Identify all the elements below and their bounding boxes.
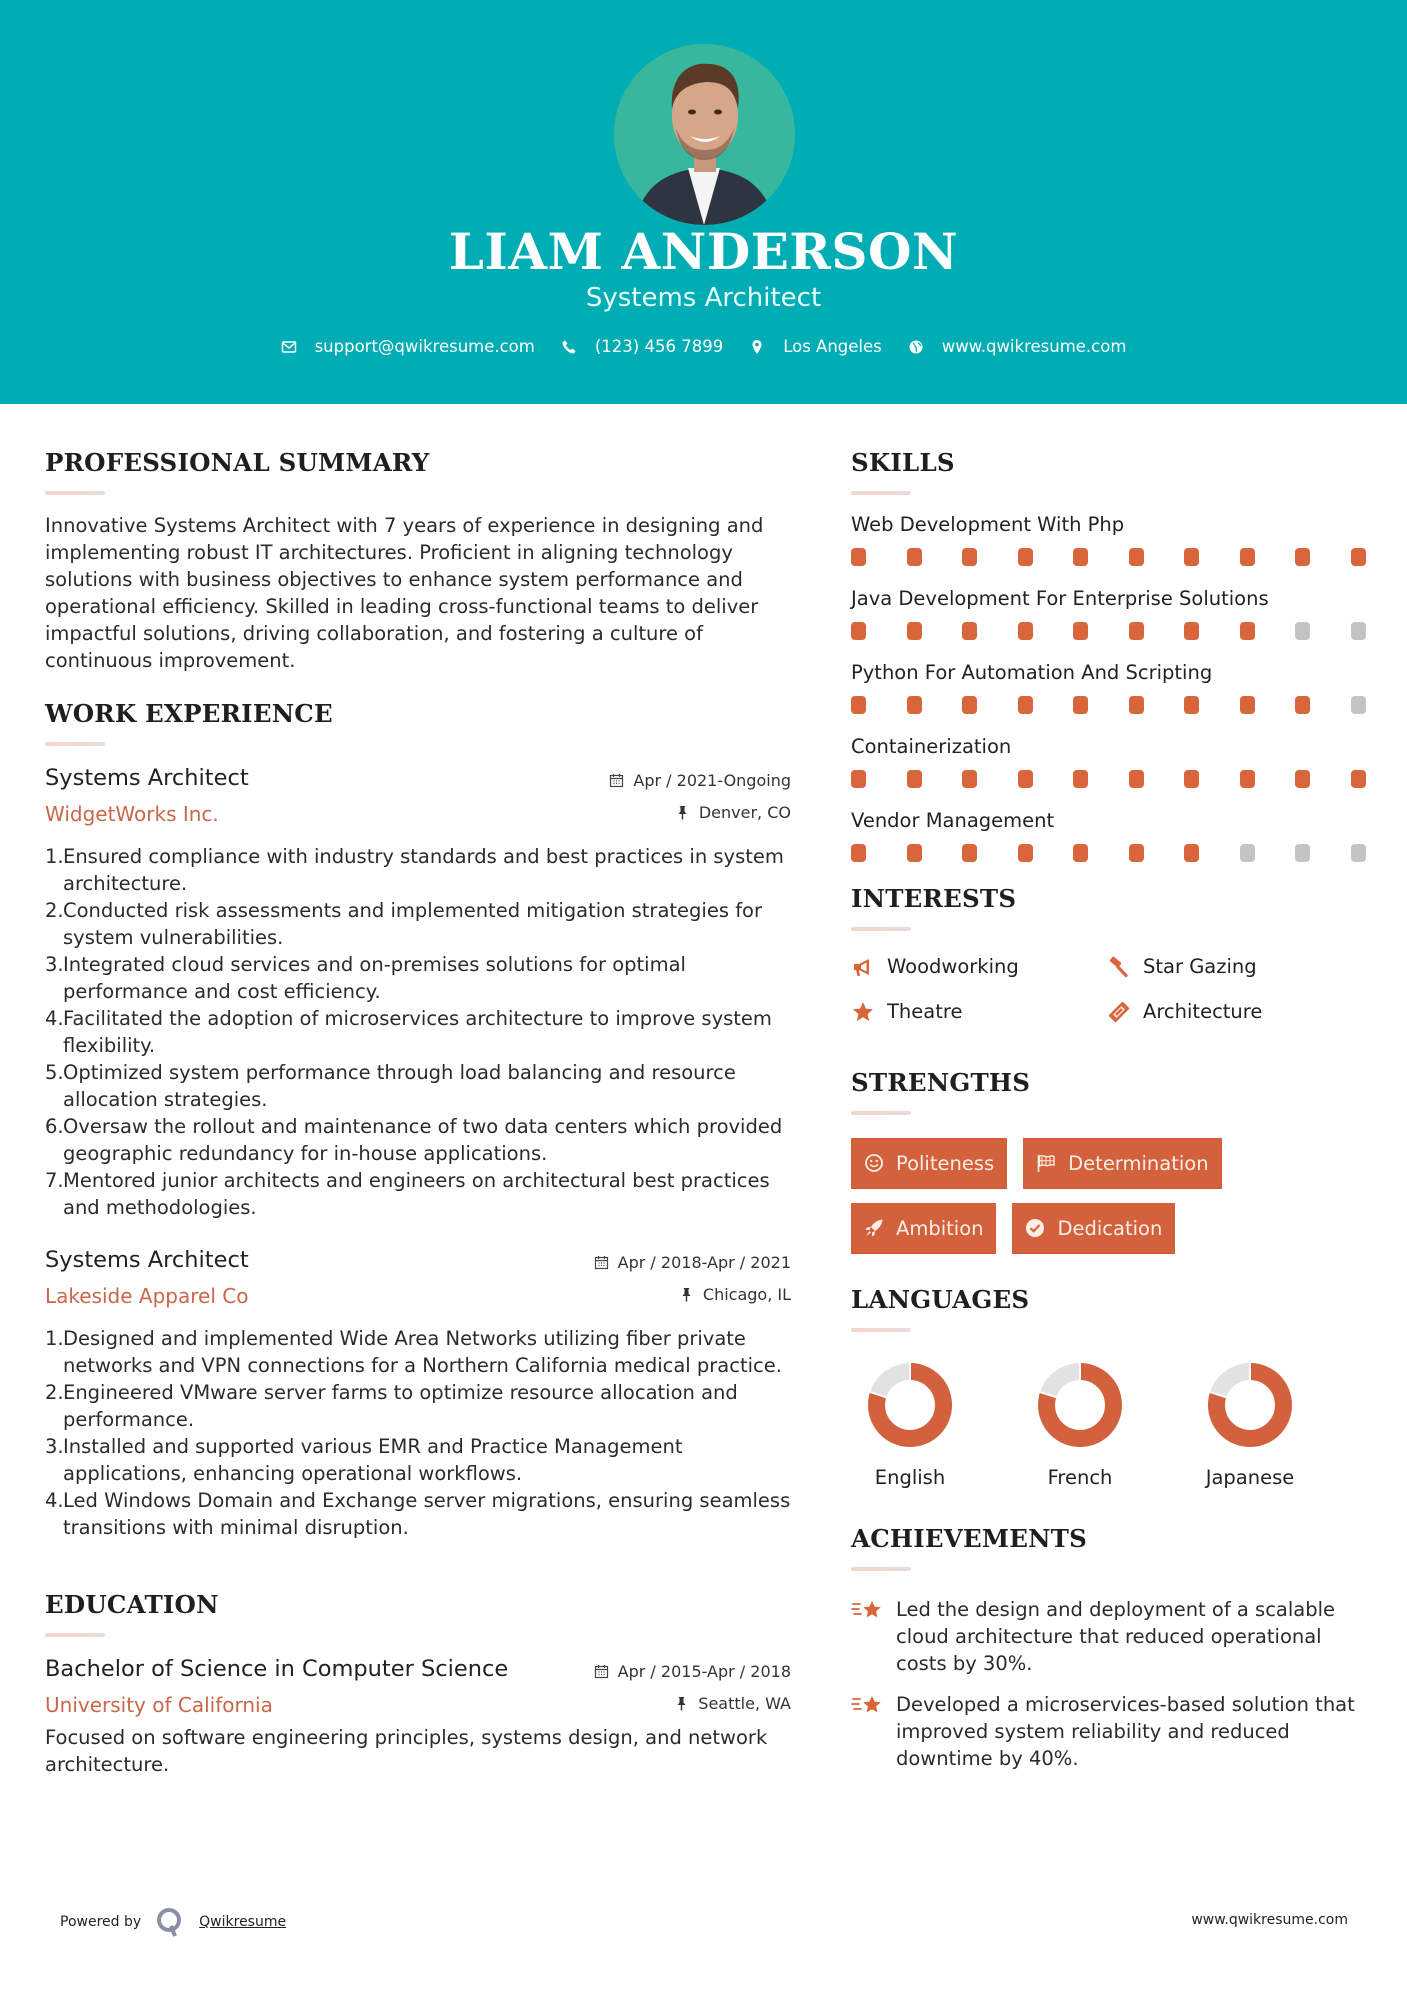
language-item bbox=[1191, 1362, 1361, 1489]
powered-by-label: Powered by bbox=[60, 1914, 142, 1930]
section-heading: INTERESTS bbox=[851, 884, 1017, 913]
skill-dot-filled bbox=[1129, 844, 1144, 862]
skills-list bbox=[851, 511, 1367, 862]
skill-dot-filled bbox=[1073, 696, 1088, 714]
envelope-icon bbox=[281, 339, 297, 355]
skill-dot-filled bbox=[1184, 844, 1199, 862]
interest-item bbox=[1107, 953, 1363, 980]
skill-rating bbox=[851, 622, 1367, 640]
achievement-item bbox=[851, 1596, 1367, 1677]
skill-dot-filled bbox=[851, 696, 866, 714]
achievement-text: Led the design and deployment of a scalable cloud architecture that reduced operational costs by 30%. bbox=[896, 1598, 1336, 1675]
language-name: English bbox=[874, 1466, 946, 1489]
language-item bbox=[1021, 1362, 1191, 1489]
education-description: Focused on software engineering principles, systems design, and network architecture. bbox=[45, 1726, 768, 1776]
strength-badge bbox=[851, 1203, 996, 1253]
job-company: Lakeside Apparel Co bbox=[45, 1284, 249, 1308]
ticket-icon bbox=[1107, 1000, 1131, 1024]
candidate-title: Systems Architect bbox=[585, 283, 822, 313]
skill-name: Web Development With Php bbox=[851, 513, 1125, 536]
interests-section bbox=[851, 881, 1367, 1025]
skill-dot-filled bbox=[1073, 770, 1088, 788]
section-divider bbox=[851, 491, 911, 495]
skill-dot-empty bbox=[1240, 844, 1255, 862]
pushpin-icon bbox=[679, 1287, 694, 1302]
gavel-icon bbox=[1107, 955, 1131, 979]
education-entry bbox=[45, 1654, 791, 1778]
section-heading: ACHIEVEMENTS bbox=[851, 1524, 1087, 1553]
section-divider bbox=[851, 1111, 911, 1115]
skill-rating bbox=[851, 844, 1367, 862]
job-entry bbox=[45, 1245, 791, 1541]
interest-label: Theatre bbox=[887, 1000, 963, 1023]
skill-dot-filled bbox=[962, 548, 977, 566]
skill-name: Containerization bbox=[851, 735, 1012, 758]
job-bullet: 3. Installed and supported various EMR and Practice Management applications, enhancing operational workflows. bbox=[45, 1435, 683, 1485]
strength-badge bbox=[1012, 1203, 1175, 1253]
job-bullet: 5. Optimized system performance through load balancing and resource allocation strategies. bbox=[45, 1061, 736, 1111]
experience-section bbox=[45, 696, 791, 1541]
calendar-icon bbox=[594, 1255, 609, 1270]
school: University of California bbox=[45, 1693, 273, 1717]
contact-phone[interactable] bbox=[561, 337, 723, 356]
skill-item bbox=[851, 511, 1367, 566]
skill-name: Python For Automation And Scripting bbox=[851, 661, 1213, 684]
language-donut-chart bbox=[1037, 1362, 1123, 1448]
skill-dot-filled bbox=[1240, 770, 1255, 788]
skill-dot-empty bbox=[1295, 622, 1310, 640]
skill-dot-filled bbox=[851, 622, 866, 640]
education-date bbox=[594, 1662, 791, 1681]
section-divider bbox=[851, 1567, 911, 1571]
job-bullet: 3. Integrated cloud services and on-premises solutions for optimal performance and cost efficiency. bbox=[45, 953, 686, 1003]
job-bullet: 7. Mentored junior architects and engineers on architectural best practices and methodologies. bbox=[45, 1169, 770, 1219]
interest-label: Star Gazing bbox=[1143, 955, 1257, 978]
map-pin-icon bbox=[749, 339, 765, 355]
job-bullet: 1. Designed and implemented Wide Area Networks utilizing fiber private networks and VPN connections for a Northern California medical practice. bbox=[45, 1327, 782, 1377]
job-date bbox=[609, 771, 791, 790]
skill-rating bbox=[851, 770, 1367, 788]
job-bullet: 1. Ensured compliance with industry standards and best practices in system architecture. bbox=[45, 845, 784, 895]
job-entry bbox=[45, 763, 791, 1221]
skill-dot-filled bbox=[1018, 844, 1033, 862]
skill-dot-filled bbox=[962, 622, 977, 640]
strength-label: Ambition bbox=[896, 1216, 984, 1240]
left-column bbox=[45, 445, 791, 1778]
strength-badge bbox=[1023, 1138, 1221, 1188]
achievements-list bbox=[851, 1596, 1367, 1772]
footer-url-link[interactable]: www.qwikresume.com bbox=[1191, 1912, 1348, 1928]
interest-item bbox=[851, 998, 1107, 1025]
section-heading: STRENGTHS bbox=[851, 1068, 1031, 1097]
section-heading: WORK EXPERIENCE bbox=[45, 699, 333, 728]
section-heading: EDUCATION bbox=[45, 1590, 219, 1619]
education-section bbox=[45, 1587, 791, 1778]
globe-icon bbox=[908, 339, 924, 355]
section-divider bbox=[45, 491, 105, 495]
skill-item bbox=[851, 807, 1367, 862]
smile-icon bbox=[864, 1153, 884, 1173]
degree: Bachelor of Science in Computer Science bbox=[45, 1656, 509, 1682]
skill-dot-filled bbox=[1184, 548, 1199, 566]
skill-dot-filled bbox=[851, 548, 866, 566]
job-location-text: Denver, CO bbox=[698, 803, 791, 822]
star-icon bbox=[851, 1000, 875, 1024]
job-company: WidgetWorks Inc. bbox=[45, 802, 219, 826]
check-circle-icon bbox=[1025, 1218, 1045, 1238]
skill-dot-filled bbox=[962, 844, 977, 862]
megaphone-icon bbox=[851, 955, 875, 979]
skill-dot-filled bbox=[962, 770, 977, 788]
interest-item bbox=[851, 953, 1107, 980]
avatar bbox=[614, 44, 795, 225]
skill-dot-filled bbox=[1129, 770, 1144, 788]
language-donut-chart bbox=[867, 1362, 953, 1448]
skill-dot-filled bbox=[851, 844, 866, 862]
right-column bbox=[851, 445, 1367, 1786]
skill-dot-filled bbox=[1351, 770, 1366, 788]
skill-name: Java Development For Enterprise Solutions bbox=[851, 587, 1269, 610]
skill-dot-filled bbox=[1018, 696, 1033, 714]
job-bullet: 4. Facilitated the adoption of microservices architecture to improve system flexibility. bbox=[45, 1007, 772, 1057]
job-date-text: Apr / 2018-Apr / 2021 bbox=[617, 1253, 791, 1272]
job-bullets bbox=[45, 843, 791, 1221]
contact-phone-text: (123) 456 7899 bbox=[594, 337, 724, 356]
profile-photo bbox=[614, 44, 795, 225]
skill-dot-filled bbox=[1240, 696, 1255, 714]
skill-dot-filled bbox=[907, 844, 922, 862]
skill-dot-filled bbox=[1295, 548, 1310, 566]
skill-dot-empty bbox=[1295, 844, 1310, 862]
qwikresume-link[interactable]: Qwikresume bbox=[199, 1914, 287, 1930]
skill-dot-filled bbox=[1129, 548, 1144, 566]
skill-dot-filled bbox=[1129, 696, 1144, 714]
skill-dot-empty bbox=[1351, 622, 1366, 640]
language-name: French bbox=[1047, 1466, 1113, 1489]
job-bullet: 4. Led Windows Domain and Exchange server migrations, ensuring seamless transitions with minimal disruption. bbox=[45, 1489, 791, 1539]
skill-dot-filled bbox=[1073, 548, 1088, 566]
skill-dot-filled bbox=[1184, 696, 1199, 714]
strengths-list bbox=[851, 1138, 1367, 1268]
candidate-name: LIAM ANDERSON bbox=[448, 222, 959, 281]
section-divider bbox=[851, 1328, 911, 1332]
interests-list bbox=[851, 953, 1367, 1025]
language-name: Japanese bbox=[1205, 1466, 1295, 1489]
contact-email-text: support@qwikresume.com bbox=[314, 337, 535, 356]
skill-dot-filled bbox=[907, 696, 922, 714]
section-heading: PROFESSIONAL SUMMARY bbox=[45, 448, 430, 477]
contact-website-text: www.qwikresume.com bbox=[941, 337, 1127, 356]
interest-label: Architecture bbox=[1143, 1000, 1263, 1023]
skill-dot-filled bbox=[851, 770, 866, 788]
achievement-item bbox=[851, 1691, 1367, 1772]
skill-dot-filled bbox=[907, 548, 922, 566]
calendar-icon bbox=[609, 773, 624, 788]
skill-dot-filled bbox=[1295, 770, 1310, 788]
interest-item bbox=[1107, 998, 1363, 1025]
rocket-icon bbox=[864, 1218, 884, 1238]
job-date bbox=[594, 1253, 791, 1272]
section-divider bbox=[45, 742, 105, 746]
job-title: Systems Architect bbox=[45, 1247, 249, 1273]
skill-dot-filled bbox=[1184, 770, 1199, 788]
skill-dot-filled bbox=[1351, 548, 1366, 566]
skill-item bbox=[851, 585, 1367, 640]
resume-header bbox=[0, 0, 1407, 404]
skill-dot-filled bbox=[1240, 548, 1255, 566]
pushpin-icon bbox=[675, 805, 690, 820]
contact-email[interactable] bbox=[281, 337, 535, 356]
contact-location-text: Los Angeles bbox=[783, 337, 882, 356]
strength-label: Politeness bbox=[896, 1151, 995, 1175]
interest-label: Woodworking bbox=[887, 955, 1019, 978]
skill-dot-filled bbox=[1295, 696, 1310, 714]
footer bbox=[0, 1898, 1407, 1938]
strength-badge bbox=[851, 1138, 1007, 1188]
skill-dot-filled bbox=[1184, 622, 1199, 640]
skill-dot-filled bbox=[1018, 548, 1033, 566]
skill-dot-empty bbox=[1351, 844, 1366, 862]
skill-dot-filled bbox=[1018, 622, 1033, 640]
achievement-text: Developed a microservices-based solution that improved system reliability and reduced downtime by 40%. bbox=[896, 1693, 1355, 1770]
languages-list bbox=[851, 1362, 1367, 1489]
job-title: Systems Architect bbox=[45, 765, 249, 791]
achievements-section bbox=[851, 1521, 1367, 1772]
job-location-text: Chicago, IL bbox=[702, 1285, 791, 1304]
skill-dot-filled bbox=[1073, 622, 1088, 640]
job-location bbox=[675, 803, 791, 822]
flag-icon bbox=[1036, 1153, 1056, 1173]
skill-dot-filled bbox=[1129, 622, 1144, 640]
skill-item bbox=[851, 733, 1367, 788]
contact-location bbox=[749, 337, 882, 356]
calendar-icon bbox=[594, 1664, 609, 1679]
section-heading: SKILLS bbox=[851, 448, 955, 477]
qwikresume-logo-icon bbox=[155, 1906, 185, 1938]
skill-dot-filled bbox=[907, 770, 922, 788]
strength-label: Determination bbox=[1068, 1151, 1209, 1175]
skill-dot-filled bbox=[907, 622, 922, 640]
language-item bbox=[851, 1362, 1021, 1489]
skill-dot-filled bbox=[1073, 844, 1088, 862]
skill-rating bbox=[851, 696, 1367, 714]
job-date-text: Apr / 2021-Ongoing bbox=[633, 771, 791, 790]
skills-section bbox=[851, 445, 1367, 862]
education-date-text: Apr / 2015-Apr / 2018 bbox=[617, 1662, 791, 1681]
section-divider bbox=[45, 1633, 105, 1637]
shooting-star-icon bbox=[851, 1596, 885, 1626]
phone-icon bbox=[561, 339, 577, 355]
education-location bbox=[674, 1694, 791, 1713]
skill-dot-filled bbox=[1240, 622, 1255, 640]
education-location-text: Seattle, WA bbox=[698, 1694, 791, 1713]
pushpin-icon bbox=[674, 1696, 689, 1711]
languages-section bbox=[851, 1282, 1367, 1489]
skill-dot-empty bbox=[1351, 696, 1366, 714]
job-bullet: 2. Conducted risk assessments and implemented mitigation strategies for system vulnerabilities. bbox=[45, 899, 763, 949]
skill-item bbox=[851, 659, 1367, 714]
job-location bbox=[679, 1285, 791, 1304]
skill-dot-filled bbox=[962, 696, 977, 714]
summary-section bbox=[45, 445, 791, 674]
strengths-section bbox=[851, 1065, 1367, 1268]
summary-text: Innovative Systems Architect with 7 years of experience in designing and implementing robust IT architectures. Proficient in aligning technology solutions with business objectives to enhance system performance and operational efficiency. Skilled in leading cross-functional teams to deliver impactful solutions, driving collaboration, and fostering a culture of continuous improvement. bbox=[45, 514, 764, 672]
job-bullets bbox=[45, 1325, 791, 1541]
language-donut-chart bbox=[1207, 1362, 1293, 1448]
strength-label: Dedication bbox=[1057, 1216, 1163, 1240]
skill-name: Vendor Management bbox=[851, 809, 1055, 832]
contact-website[interactable] bbox=[908, 337, 1127, 356]
section-divider bbox=[851, 927, 911, 931]
job-bullet: 6. Oversaw the rollout and maintenance of two data centers which provided geographic redundancy for in-house applications. bbox=[45, 1115, 783, 1165]
skill-rating bbox=[851, 548, 1367, 566]
shooting-star-icon bbox=[851, 1691, 885, 1721]
contact-bar bbox=[0, 337, 1407, 356]
skill-dot-filled bbox=[1018, 770, 1033, 788]
powered-by bbox=[60, 1906, 286, 1938]
job-bullet: 2. Engineered VMware server farms to optimize resource allocation and performance. bbox=[45, 1381, 738, 1431]
section-heading: LANGUAGES bbox=[851, 1285, 1030, 1314]
